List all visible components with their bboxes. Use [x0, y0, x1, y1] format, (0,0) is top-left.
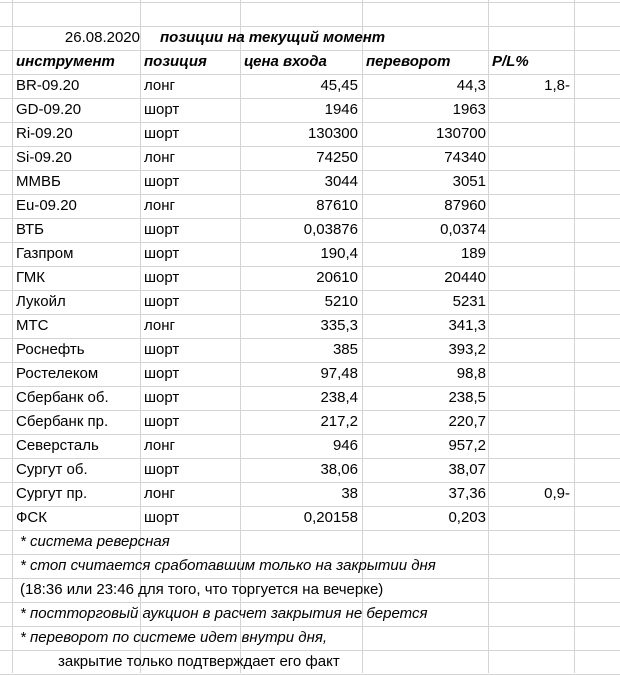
cell-reversal[interactable]: 20440 — [444, 269, 486, 286]
cell-instrument[interactable]: BR-09.20 — [16, 77, 80, 94]
cell-pl[interactable]: 1,8- — [544, 77, 570, 94]
cell-position[interactable]: лонг — [144, 149, 176, 166]
cell-reversal[interactable]: 87960 — [444, 197, 486, 214]
cell-instrument[interactable]: GD-09.20 — [16, 101, 82, 118]
table-row — [0, 266, 620, 290]
cell-entry-price[interactable]: 45,45 — [320, 77, 358, 94]
cell-entry-price[interactable]: 0,20158 — [303, 509, 358, 526]
title-row — [0, 26, 620, 50]
cell-position[interactable]: шорт — [144, 293, 180, 310]
cell-entry-price[interactable]: 87610 — [316, 197, 358, 214]
report-title[interactable]: позиции на текущий момент — [160, 29, 386, 46]
cell-pl[interactable] — [492, 242, 570, 266]
cell-pl[interactable] — [492, 290, 570, 314]
cell-pl[interactable] — [492, 194, 570, 218]
cell-pl[interactable] — [492, 146, 570, 170]
cell-position[interactable]: шорт — [144, 173, 180, 190]
cell-reversal[interactable]: 44,3 — [456, 77, 486, 94]
cell-reversal[interactable]: 0,0374 — [440, 221, 486, 238]
cell-instrument[interactable]: Ростелеком — [16, 365, 99, 382]
cell-reversal[interactable]: 957,2 — [448, 437, 486, 454]
cell-position[interactable]: шорт — [144, 221, 180, 238]
cell-instrument[interactable]: ММВБ — [16, 173, 61, 190]
cell-reversal[interactable]: 238,5 — [448, 389, 486, 406]
table-row — [0, 362, 620, 386]
column-header-pl[interactable]: P/L% — [492, 53, 529, 70]
cell-position[interactable]: шорт — [144, 413, 180, 430]
table-row — [0, 170, 620, 194]
cell-instrument[interactable]: Сургут об. — [16, 461, 88, 478]
column-header-reversal[interactable]: переворот — [366, 53, 451, 70]
cell-position[interactable]: шорт — [144, 101, 180, 118]
cell-pl[interactable] — [492, 98, 570, 122]
table-row — [0, 458, 620, 482]
cell-entry-price[interactable]: 74250 — [316, 149, 358, 166]
table-row — [0, 218, 620, 242]
cell-pl[interactable] — [492, 170, 570, 194]
column-header-row — [0, 50, 620, 74]
cell-pl[interactable] — [492, 362, 570, 386]
cell-entry-price[interactable]: 946 — [332, 437, 358, 454]
cell-instrument[interactable]: Северсталь — [16, 437, 99, 454]
cell-position[interactable]: шорт — [144, 509, 180, 526]
cell-instrument[interactable]: МТС — [16, 317, 49, 334]
cell-instrument[interactable]: ФСК — [16, 509, 47, 526]
cell-pl[interactable] — [492, 434, 570, 458]
cell-reversal[interactable]: 189 — [460, 245, 486, 262]
cell-entry-price[interactable]: 1946 — [324, 101, 358, 118]
cell-entry-price[interactable]: 20610 — [316, 269, 358, 286]
table-row — [0, 410, 620, 434]
cell-reversal[interactable]: 341,3 — [448, 317, 486, 334]
table-row — [0, 314, 620, 338]
cell-entry-price[interactable]: 238,4 — [320, 389, 358, 406]
report-date[interactable]: 26.08.2020 — [64, 29, 140, 46]
cell-position[interactable]: шорт — [144, 389, 180, 406]
cell-instrument[interactable]: Сбербанк пр. — [16, 413, 109, 430]
cell-position[interactable]: лонг — [144, 485, 176, 502]
cell-instrument[interactable]: Роснефть — [16, 341, 85, 358]
note-line: * система реверсная — [20, 533, 170, 550]
cell-instrument[interactable]: Si-09.20 — [16, 149, 72, 166]
cell-instrument[interactable]: Сургут пр. — [16, 485, 88, 502]
table-row — [0, 242, 620, 266]
table-row — [0, 194, 620, 218]
cell-entry-price[interactable]: 38 — [341, 485, 358, 502]
note-line: (18:36 или 23:46 для того, что торгуется на вечерке) — [20, 581, 384, 598]
table-row — [0, 482, 620, 506]
table-row — [0, 290, 620, 314]
cell-reversal[interactable]: 38,07 — [448, 461, 486, 478]
cell-reversal[interactable]: 98,8 — [456, 365, 486, 382]
cell-pl[interactable]: 0,9- — [544, 485, 570, 502]
column-header-entry-price[interactable]: цена входа — [244, 53, 327, 70]
cell-entry-price[interactable]: 335,3 — [320, 317, 358, 334]
cell-pl[interactable] — [492, 122, 570, 146]
grid-line — [0, 2, 620, 3]
cell-instrument[interactable]: Лукойл — [16, 293, 66, 310]
cell-position[interactable]: лонг — [144, 317, 176, 334]
cell-position[interactable]: шорт — [144, 245, 180, 262]
table-row — [0, 434, 620, 458]
cell-instrument[interactable]: ГМК — [16, 269, 46, 286]
cell-position[interactable]: шорт — [144, 269, 180, 286]
table-row — [0, 122, 620, 146]
cell-entry-price[interactable]: 385 — [332, 341, 358, 358]
table-row — [0, 74, 620, 98]
note-line: * постторговый аукцион в расчет закрытия не берется — [20, 605, 428, 622]
cell-reversal[interactable]: 130700 — [435, 125, 486, 142]
cell-reversal[interactable]: 1963 — [452, 101, 486, 118]
cell-reversal[interactable]: 0,203 — [448, 509, 486, 526]
cell-reversal[interactable]: 393,2 — [448, 341, 486, 358]
cell-reversal[interactable]: 37,36 — [448, 485, 486, 502]
note-line: * стоп считается сработавшим только на закрытии дня — [20, 557, 436, 574]
note-line: * переворот по системе идет внутри дня, — [20, 629, 328, 646]
cell-reversal[interactable]: 5231 — [452, 293, 486, 310]
cell-pl[interactable] — [492, 218, 570, 242]
table-row — [0, 338, 620, 362]
cell-pl[interactable] — [492, 266, 570, 290]
cell-pl[interactable] — [492, 386, 570, 410]
cell-instrument[interactable]: Ri-09.20 — [16, 125, 73, 142]
cell-instrument[interactable]: Eu-09.20 — [16, 197, 77, 214]
cell-entry-price[interactable]: 38,06 — [320, 461, 358, 478]
cell-position[interactable]: шорт — [144, 341, 180, 358]
cell-position[interactable]: шорт — [144, 125, 180, 142]
cell-reversal[interactable]: 220,7 — [448, 413, 486, 430]
cell-pl[interactable] — [492, 410, 570, 434]
table-row — [0, 146, 620, 170]
column-header-position[interactable]: позиция — [144, 53, 207, 70]
cell-position[interactable]: лонг — [144, 437, 176, 454]
cell-instrument[interactable]: ВТБ — [16, 221, 45, 238]
cell-entry-price[interactable]: 97,48 — [320, 365, 358, 382]
cell-entry-price[interactable]: 130300 — [307, 125, 358, 142]
cell-entry-price[interactable]: 5210 — [324, 293, 358, 310]
cell-pl[interactable] — [492, 506, 570, 530]
column-header-instrument[interactable]: инструмент — [16, 53, 115, 70]
table-row — [0, 98, 620, 122]
cell-position[interactable]: шорт — [144, 365, 180, 382]
table-row — [0, 386, 620, 410]
cell-instrument[interactable]: Газпром — [16, 245, 74, 262]
cell-pl[interactable] — [492, 458, 570, 482]
cell-entry-price[interactable]: 3044 — [324, 173, 358, 190]
cell-position[interactable]: лонг — [144, 77, 176, 94]
cell-reversal[interactable]: 74340 — [444, 149, 486, 166]
cell-position[interactable]: шорт — [144, 461, 180, 478]
cell-entry-price[interactable]: 0,03876 — [303, 221, 358, 238]
cell-reversal[interactable]: 3051 — [452, 173, 486, 190]
cell-pl[interactable] — [492, 314, 570, 338]
cell-pl[interactable] — [492, 338, 570, 362]
cell-position[interactable]: лонг — [144, 197, 176, 214]
note-line: закрытие только подтверждает его факт — [58, 653, 340, 670]
table-row — [0, 506, 620, 530]
cell-entry-price[interactable]: 217,2 — [320, 413, 358, 430]
cell-instrument[interactable]: Сбербанк об. — [16, 389, 109, 406]
cell-entry-price[interactable]: 190,4 — [320, 245, 358, 262]
